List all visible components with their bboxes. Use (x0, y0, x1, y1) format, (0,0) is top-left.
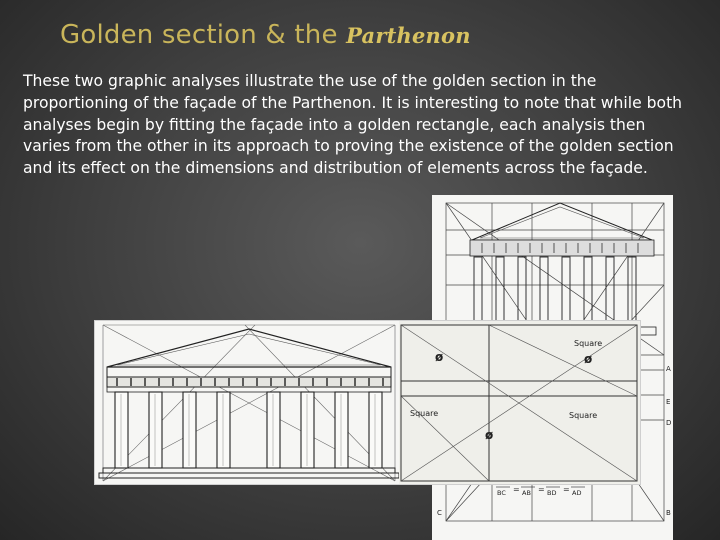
point-label-a: A (666, 365, 671, 373)
point-label-e: E (666, 398, 671, 406)
ratio-4-denominator: AD (572, 489, 582, 497)
square-label-top: Square (574, 339, 603, 348)
phi-symbol-top-right: ø (584, 352, 593, 366)
point-label-d: D (666, 419, 672, 427)
equals-sign-2: = (538, 485, 545, 494)
point-label-b: B (666, 509, 671, 517)
parthenon-facade-analysis-diagram (94, 320, 641, 485)
title-main: Golden section & the (60, 20, 347, 50)
golden-rectangle-squares-diagram (399, 321, 640, 484)
squares-division-drawing (399, 321, 640, 484)
square-label-left: Square (410, 409, 439, 418)
ratio-1-denominator: BC (497, 489, 506, 497)
ratio-2-denominator: AB (522, 489, 531, 497)
square-label-right: Square (569, 411, 598, 420)
slide-title (60, 20, 471, 50)
point-label-c: C (437, 509, 442, 517)
phi-symbol-bottom: ø (485, 428, 494, 442)
phi-symbol-top-left: ø (435, 350, 444, 364)
equals-sign-1: = (513, 485, 520, 494)
ratio-3-denominator: BD (547, 489, 557, 497)
body-paragraph: These two graphic analyses illustrate the use of the golden section in the proportioning of the façade of the Parthenon. It is interesting to note that while both analyses begin by fitting the façade into a golden rectangle, each analysis then varies from the other in its approach to proving the existence of the golden section and its effect on the dimensions and distribution of elements across the façade. (23, 72, 683, 178)
equals-sign-3: = (563, 485, 570, 494)
facade-elevation-drawing (95, 321, 399, 484)
title-accent: Parthenon (346, 23, 471, 48)
